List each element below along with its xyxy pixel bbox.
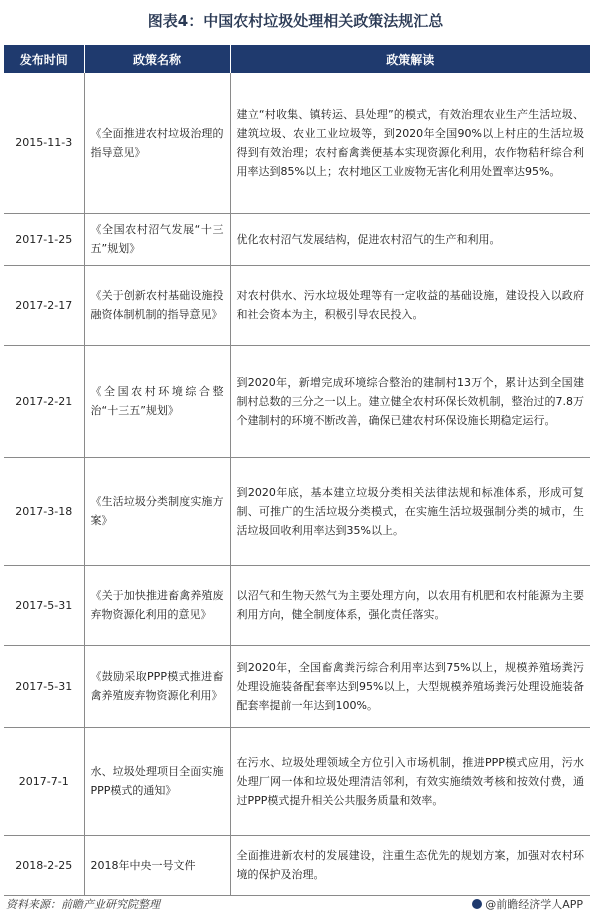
row-policy-name: 《全国农村沼气发展“十三五”规划》 [84, 213, 230, 265]
table-row [4, 645, 590, 727]
row-policy-detail: 优化农村沼气发展结构，促进农村沼气的生产和利用。 [230, 213, 590, 265]
row-policy-detail: 建立“村收集、镇转运、县处理”的模式，有效治理农业生产生活垃圾、建筑垃圾、农业工业垃圾等，到2020年全国90%以上村庄的生活垃圾得到有效治理；农村畜禽粪便基本实现资源化利用，农作物秸秆综合利用率达到85%以上；农村地区工业废物无害化利用处置率达95%。 [230, 73, 590, 213]
row-policy-name: 《全国农村环境综合整治“十三五”规划》 [84, 345, 230, 457]
brand-credit-text: @前瞻经济学人APP [485, 898, 583, 911]
table-row [4, 727, 590, 835]
row-date: 2017-5-31 [4, 565, 84, 645]
table-row [4, 213, 590, 265]
policy-table [4, 45, 590, 896]
row-date: 2017-2-17 [4, 265, 84, 345]
row-date: 2017-1-25 [4, 213, 84, 265]
header-policy-name: 政策名称 [84, 45, 230, 73]
row-policy-detail: 到2020年，全国畜禽粪污综合利用率达到75%以上，规模养殖场粪污处理设施装备配套率达到95%以上，大型规模养殖场粪污处理设施装备配套率提前一年达到100%。 [230, 645, 590, 727]
row-policy-name: 水、垃圾处理项目全面实施PPP模式的通知》 [84, 727, 230, 835]
row-policy-detail: 到2020年，新增完成环境综合整治的建制村13万个，累计达到全国建制村总数的三分之一以上。建立健全农村环保长效机制，整治过的7.8万个建制村的环境不断改善，确保已建农村环保设施长期稳定运行。 [230, 345, 590, 457]
row-policy-name: 《关于创新农村基础设施投融资体制机制的指导意见》 [84, 265, 230, 345]
row-policy-detail: 对农村供水、污水垃圾处理等有一定收益的基础设施，建设投入以政府和社会资本为主，积极引导农民投入。 [230, 265, 590, 345]
row-date: 2017-2-21 [4, 345, 84, 457]
row-policy-detail: 到2020年底，基本建立垃圾分类相关法律法规和标准体系，形成可复制、可推广的生活垃圾分类模式，在实施生活垃圾强制分类的城市，生活垃圾回收利用率达到35%以上。 [230, 457, 590, 565]
page-title: 图表4：中国农村垃圾处理相关政策法规汇总 [147, 12, 444, 30]
row-policy-detail: 全面推进新农村的发展建设，注重生态优先的规划方案，加强对农村环境的保护及治理。 [230, 835, 590, 895]
brand-logo-icon [472, 899, 482, 909]
row-date: 2017-3-18 [4, 457, 84, 565]
table-row [4, 265, 590, 345]
row-policy-name: 《鼓励采取PPP模式推进畜禽养殖废弃物资源化利用》 [84, 645, 230, 727]
row-date: 2017-7-1 [4, 727, 84, 835]
row-policy-name: 《生活垃圾分类制度实施方案》 [84, 457, 230, 565]
table-row [4, 73, 590, 213]
row-policy-name: 《全面推进农村垃圾治理的指导意见》 [84, 73, 230, 213]
row-date: 2017-5-31 [4, 645, 84, 727]
header-policy-interpretation: 政策解读 [230, 45, 590, 73]
row-date: 2018-2-25 [4, 835, 84, 895]
table-row [4, 835, 590, 895]
row-policy-name: 2018年中央一号文件 [84, 835, 230, 895]
table-row [4, 345, 590, 457]
source-note: 资料来源：前瞻产业研究院整理 [6, 898, 160, 911]
table-header-row [4, 45, 590, 73]
table-row [4, 457, 590, 565]
row-policy-detail: 以沼气和生物天然气为主要处理方向，以农用有机肥和农村能源为主要利用方向，健全制度体系，强化责任落实。 [230, 565, 590, 645]
row-policy-detail: 在污水、垃圾处理领域全方位引入市场机制，推进PPP模式应用，污水处理厂网一体和垃圾处理清洁邻利，有效实施绩效考核和按效付费，通过PPP模式提升相关公共服务质量和效率。 [230, 727, 590, 835]
table-row [4, 565, 590, 645]
row-date: 2015-11-3 [4, 73, 84, 213]
header-date: 发布时间 [4, 45, 84, 73]
row-policy-name: 《关于加快推进畜禽养殖废弃物资源化利用的意见》 [84, 565, 230, 645]
brand-credit [472, 896, 583, 912]
